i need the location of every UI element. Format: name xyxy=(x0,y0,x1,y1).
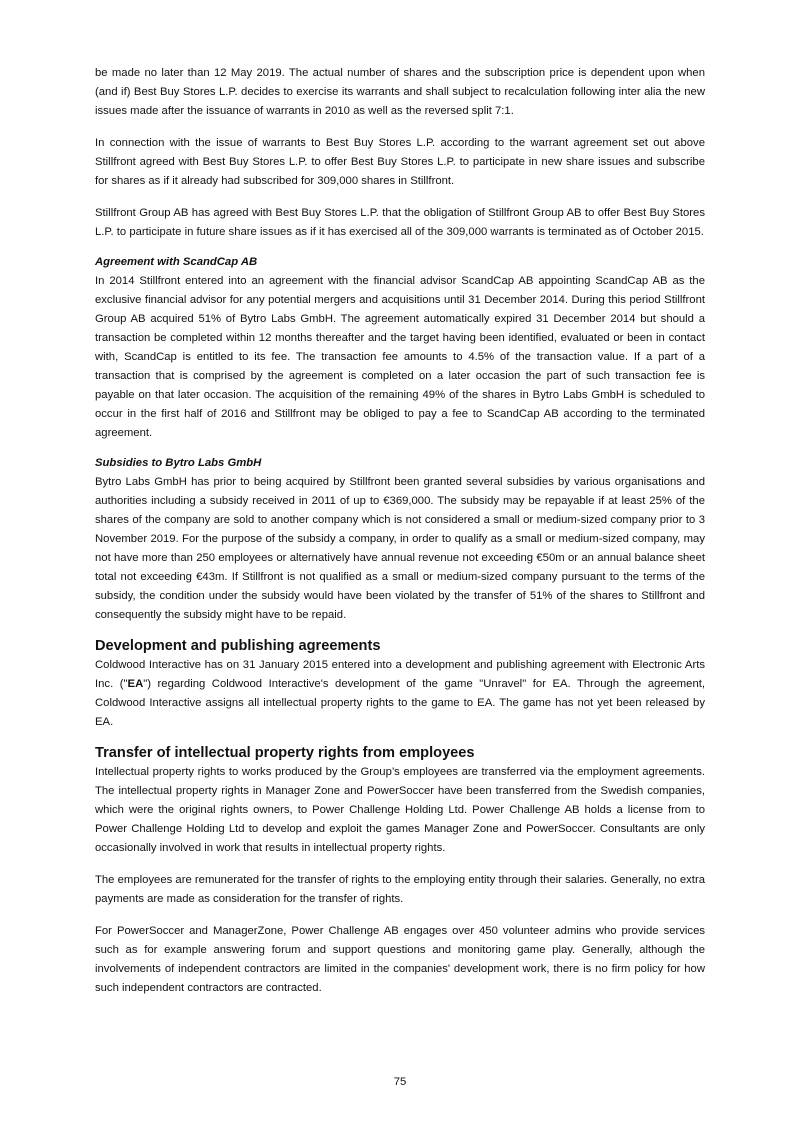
document-page xyxy=(95,64,705,1011)
paragraph-bytro-subsidies: Bytro Labs GmbH has prior to being acquired by Stillfront been granted several subsidies by various organisations and authorities including a subsidy received in 2011 of up to €369,000. The subsidy may be repayable if at least 25% of the shares of the company are sold to another company which is not considered a small or medium-sized company prior to 3 November 2019. For the purpose of the subsidy a company, in order to qualify as a small or medium-sized company, may not have more than 250 employees or alternatively have annual revenue not exceeding €50m or an annual balance sheet total not exceeding €43m. If Stillfront is not qualified as a small or medium-sized company pursuant to the terms of the subsidy, the condition under the subsidy would have been violated by the transfer of 51% of the shares to Stillfront and consequently the subsidy might have to be repaid. xyxy=(95,476,705,621)
paragraph-warrant-issue: In connection with the issue of warrants to Best Buy Stores L.P. according to the warrant agreement set out above Stillfront agreed with Best Buy Stores L.P. to offer Best Buy Stores L.P. to participate in new share issues and subscribe for shares as if it already had subscribed for 309,000 shares in Stillfront. xyxy=(95,137,705,187)
page-number: 75 xyxy=(393,1076,407,1088)
defined-term-ea: EA xyxy=(127,678,144,690)
paragraph-development-agreement xyxy=(95,656,705,732)
paragraph-scandcap-agreement: In 2014 Stillfront entered into an agreement with the financial advisor ScandCap AB appointing ScandCap AB as the exclusive financial advisor for any potential mergers and acquisitions until 31 December 2014. During this period Stillfront Group AB acquired 51% of Bytro Labs GmbH. The agreement automatically expired 31 December 2014 but should a transaction be completed within 12 months thereafter and the target having been identified, evaluated or been in contact with, ScandCap is entitled to its fee. The transaction fee amounts to 4.5% of the transaction value. If a part of a transaction that is comprised by the agreement is completed on a later occasion the part of such transaction fee is payable on that later occasion. The acquisition of the remaining 49% of the shares in Bytro Labs GmbH is scheduled to occur in the first half of 2016 and Stillfront may be obliged to pay a fee to ScandCap AB according to the terminated agreement. xyxy=(95,275,705,439)
section-heading-ip-transfer: Transfer of intellectual property rights from employees xyxy=(95,745,475,761)
paragraph-obligation-terminated: Stillfront Group AB has agreed with Best Buy Stores L.P. that the obligation of Stillfront Group AB to offer Best Buy Stores L.P. to participate in future share issues as if it has exercised all of the 309,000 warrants is terminated as of October 2015. xyxy=(95,207,705,238)
section-heading-development: Development and publishing agreements xyxy=(95,638,381,654)
paragraph-warrant-subscription: be made no later than 12 May 2019. The actual number of shares and the subscription price is dependent upon when (and if) Best Buy Stores L.P. decides to exercise its warrants and shall subject to recalculation following inter alia the new issues made after the issuance of warrants in 2010 as well as the reversed split 7:1. xyxy=(95,67,705,117)
subheading-scandcap: Agreement with ScandCap AB xyxy=(95,256,258,268)
paragraph-text: Coldwood Interactive has on 31 January 2015 entered into a development and publishing agreement with Electronic Arts Inc. (" xyxy=(95,659,705,690)
paragraph-ip-transfer: Intellectual property rights to works produced by the Group’s employees are transferred via the employment agreements. The intellectual property rights in Manager Zone and PowerSoccer have been transferred from the Swedish companies, which were the original rights owners, to Power Challenge Holding Ltd. Power Challenge AB holds a license from to Power Challenge Holding Ltd to develop and exploit the games Manager Zone and PowerSoccer. Consultants are only occasionally involved in work that results in intellectual property rights. xyxy=(95,766,705,854)
paragraph-text: ") regarding Coldwood Interactive's development of the game "Unravel" for EA. Through the agreement, Coldwood Interactive assigns all intellectual property rights to the game to EA. The game has not yet been released by EA. xyxy=(95,678,705,728)
subheading-bytro-subsidies: Subsidies to Bytro Labs GmbH xyxy=(95,457,262,469)
paragraph-volunteer-admins: For PowerSoccer and ManagerZone, Power Challenge AB engages over 450 volunteer admins who provide services such as for example answering forum and support questions and monitoring game play. Generally, although the involvements of independent contractors are limited in the companies' development work, there is no firm policy for how such independent contractors are contracted. xyxy=(95,925,705,994)
paragraph-employee-remuneration: The employees are remunerated for the transfer of rights to the employing entity through their salaries. Generally, no extra payments are made as consideration for the transfer of rights. xyxy=(95,874,705,905)
